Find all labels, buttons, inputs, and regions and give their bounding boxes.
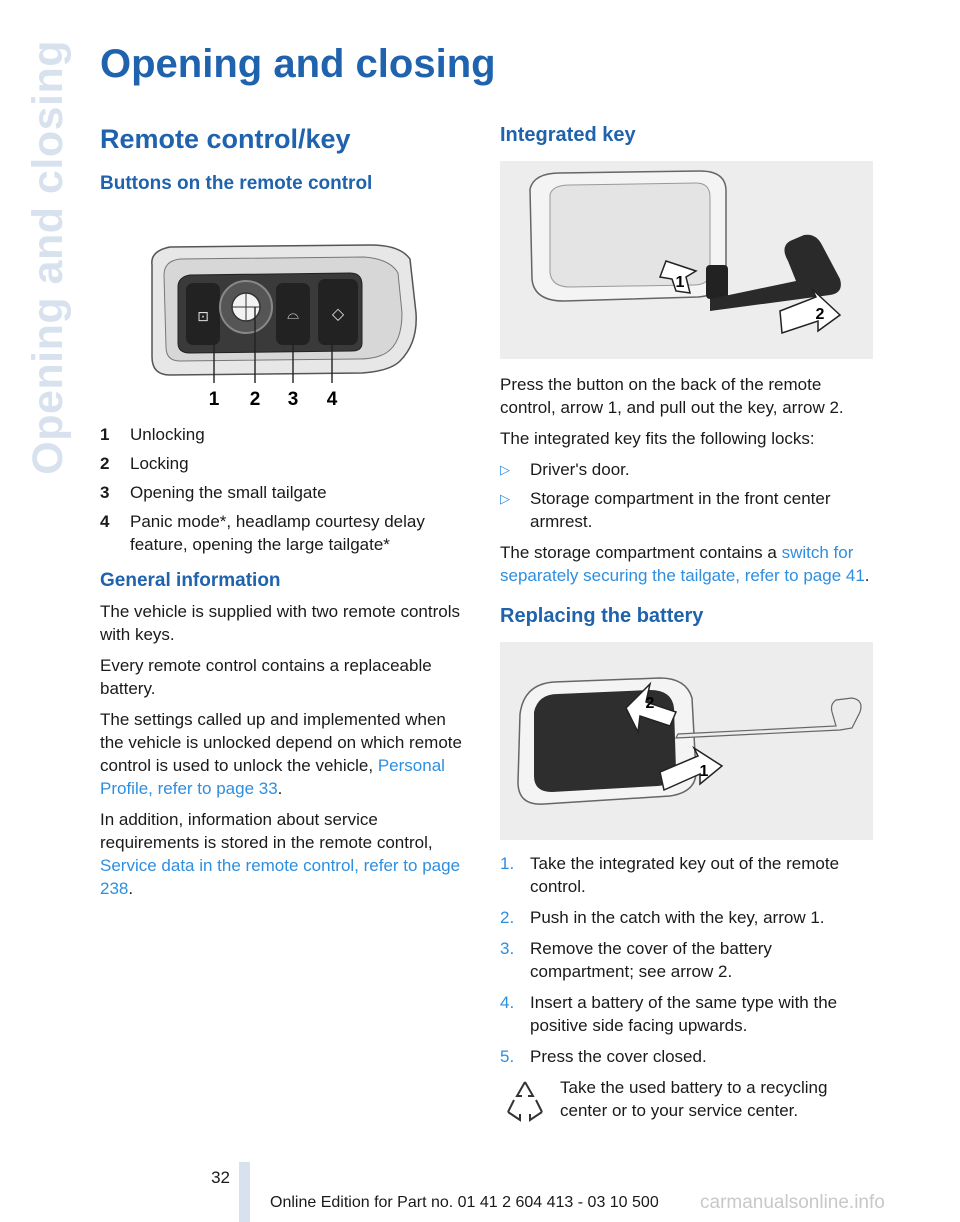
period: . xyxy=(864,566,870,585)
list-item xyxy=(500,906,874,929)
arrow-label: 2 xyxy=(815,306,825,323)
step-number: 3. xyxy=(500,939,515,958)
bullet-triangle-icon: ▷ xyxy=(500,491,510,506)
paragraph: The vehicle is supplied with two remote controls with keys. xyxy=(100,602,460,644)
paragraph-text: The settings called up and implemented when the vehicle is unlocked depend on which remote control is used to unlock the vehicle, xyxy=(100,710,462,775)
list-item-text: Driver's door. xyxy=(530,460,630,479)
callout-number: 4 xyxy=(326,389,338,410)
arrow-label: 1 xyxy=(699,763,709,780)
battery-illustration xyxy=(500,642,873,840)
footer-bar xyxy=(239,1162,250,1222)
locks-list xyxy=(500,458,874,533)
step-number: 1. xyxy=(500,854,515,873)
diamond-icon: ◇ xyxy=(331,304,345,323)
callout-number: 2 xyxy=(249,389,261,410)
list-item xyxy=(500,937,874,983)
arrow-label: 1 xyxy=(675,274,685,291)
section-title-remote-control: Remote control/key xyxy=(100,124,351,154)
left-column xyxy=(100,124,474,908)
integrated-key-heading: Integrated key xyxy=(500,124,636,146)
remote-control-figure xyxy=(100,203,473,417)
list-item-text: Opening the small tailgate xyxy=(130,483,327,502)
bullet-triangle-icon: ▷ xyxy=(500,462,510,477)
list-item xyxy=(500,458,874,481)
page-title: Opening and closing xyxy=(100,42,496,86)
arrow-label: 2 xyxy=(645,695,655,712)
paragraph: The integrated key fits the following locks: xyxy=(500,429,815,448)
general-information-heading: General information xyxy=(100,570,281,591)
list-item-number: 2 xyxy=(100,454,110,473)
button-legend-list xyxy=(100,423,474,556)
list-item xyxy=(500,852,874,898)
paragraph xyxy=(500,541,874,587)
paragraph-text: In addition, information about service requirements is stored in the remote control, xyxy=(100,810,433,852)
callout-number: 1 xyxy=(208,389,220,410)
step-number: 5. xyxy=(500,1047,515,1066)
right-column xyxy=(500,124,874,1131)
recycling-note xyxy=(500,1076,874,1131)
step-number: 4. xyxy=(500,993,515,1012)
step-number: 2. xyxy=(500,908,515,927)
period: . xyxy=(128,879,134,898)
list-item-number: 3 xyxy=(100,483,110,502)
list-item-number: 1 xyxy=(100,425,110,444)
list-item-number: 4 xyxy=(100,512,110,531)
step-text: Push in the catch with the key, arrow 1. xyxy=(530,908,825,927)
step-text: Remove the cover of the battery compartment; see arrow 2. xyxy=(530,939,772,981)
recycle-icon xyxy=(500,1076,560,1131)
list-item xyxy=(100,452,474,475)
side-chapter-tab xyxy=(18,40,78,480)
paragraph: Press the button on the back of the remote control, arrow 1, and pull out the key, arrow 2. xyxy=(500,375,844,417)
paragraph xyxy=(100,708,474,800)
battery-figure xyxy=(500,642,873,840)
step-text: Take the integrated key out of the remote control. xyxy=(530,854,840,896)
recycle-text: Take the used battery to a recycling center or to your service center. xyxy=(560,1078,828,1120)
list-item-text: Panic mode*, headlamp courtesy delay feature, opening the large tailgate* xyxy=(130,512,425,554)
replacing-battery-heading: Replacing the battery xyxy=(500,605,704,627)
remote-control-illustration xyxy=(100,203,473,417)
list-item xyxy=(500,991,874,1037)
integrated-key-illustration xyxy=(500,161,873,359)
paragraph-text: The storage compartment contains a xyxy=(500,543,782,562)
paragraph xyxy=(100,808,474,900)
paragraph: Every remote control contains a replaceable battery. xyxy=(100,656,432,698)
list-item xyxy=(500,487,874,533)
personal-profile-link[interactable]: Personal Profile, refer to page 33 xyxy=(100,756,445,798)
edition-text: Online Edition for Part no. 01 41 2 604 413 - 03 10 500 xyxy=(270,1194,659,1211)
buttons-heading: Buttons on the remote control xyxy=(100,173,373,194)
tailgate-switch-link[interactable]: switch for separately securing the tailgate, refer to page 41 xyxy=(500,543,865,585)
period: . xyxy=(277,779,283,798)
list-item xyxy=(500,1045,874,1068)
callout-number: 3 xyxy=(287,389,299,410)
step-text: Insert a battery of the same type with the positive side facing upwards. xyxy=(530,993,838,1035)
battery-steps-list xyxy=(500,852,874,1068)
list-item-text: Locking xyxy=(130,454,189,473)
list-item xyxy=(100,481,474,504)
service-data-link[interactable]: Service data in the remote control, refer to page 238 xyxy=(100,856,461,898)
integrated-key-figure xyxy=(500,161,873,359)
page-number: 32 xyxy=(211,1168,230,1187)
list-item xyxy=(100,510,474,556)
watermark: carmanualsonline.info xyxy=(700,1192,885,1213)
list-item-text: Unlocking xyxy=(130,425,205,444)
tailgate-icon: ⌓ xyxy=(287,305,299,323)
unlock-icon: ⊡ xyxy=(197,309,209,325)
list-item xyxy=(100,423,474,446)
side-chapter-label: Opening and closing xyxy=(23,40,72,475)
step-text: Press the cover closed. xyxy=(530,1047,707,1066)
list-item-text: Storage compartment in the front center armrest. xyxy=(530,489,831,531)
